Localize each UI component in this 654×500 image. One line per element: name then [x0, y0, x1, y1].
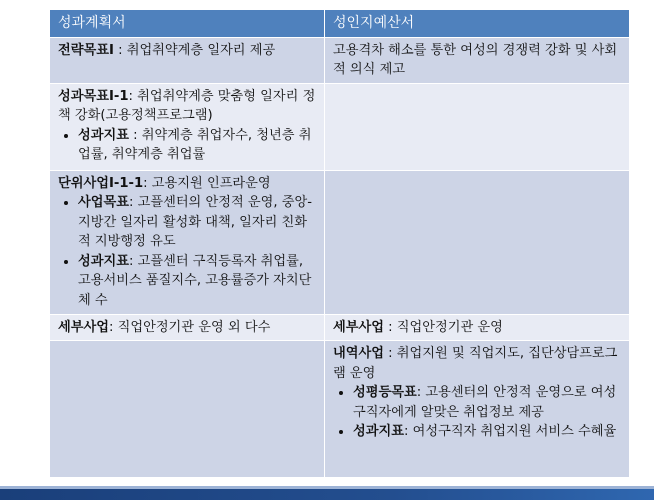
empty-cell [325, 83, 630, 170]
performance-goal-label: 성과목표I-1 [58, 88, 129, 104]
bullet-text: : 고플센터 구직등록자 취업률, 고용서비스 품질지수, 고용률증가 자치단체 수 [78, 253, 312, 308]
detail-project-text: : 직업안정기관 운영 외 다수 [108, 319, 271, 335]
table-header-row [50, 10, 630, 38]
bullet-text: : 고용센터의 안정적 운영으로 여성구직자에게 알맞은 취업정보 제공 [353, 385, 617, 420]
detail-project-cell [50, 314, 325, 341]
strategic-goal-text: : 취업취약계층 일자리 제공 [113, 42, 276, 58]
unit-project-label: 단위사업I-1-1 [58, 175, 144, 191]
gender-goal-text: 고용격차 해소를 통한 여성의 경쟁력 강화 및 사회적 의식 제고 [333, 42, 618, 77]
table-row [50, 314, 630, 341]
sub-project-bullets [333, 383, 622, 442]
unit-project-text: : 고용지원 인프라운영 [143, 175, 271, 191]
gender-goal-cell [325, 37, 630, 83]
unit-project-bullets [58, 193, 317, 310]
header-gender-budget: 성인지예산서 [325, 10, 630, 38]
list-item [353, 422, 622, 442]
bullet-label: 성과지표 [78, 127, 129, 143]
list-item [78, 193, 317, 252]
bullet-label: 성과지표 [353, 424, 404, 439]
empty-cell [50, 341, 325, 478]
empty-cell [325, 170, 630, 314]
sub-project-label: 내역사업 [333, 346, 384, 361]
gender-detail-project-label: 세부사업 [333, 319, 384, 335]
performance-goal-cell [50, 83, 325, 170]
table-row [50, 37, 630, 83]
list-item [78, 252, 317, 311]
strategic-goal-cell [50, 37, 325, 83]
header-performance-plan: 성과계획서 [50, 10, 325, 38]
table-row [50, 341, 630, 478]
sub-project-cell [325, 341, 630, 478]
bullet-label: 사업목표 [78, 195, 129, 210]
gender-detail-project-text: : 직업안정기관 운영 [383, 319, 503, 335]
comparison-table [49, 9, 630, 478]
bullet-text: : 여성구직자 취업지원 서비스 수혜율 [403, 424, 617, 439]
bullet-text: : 고플센터의 안정적 운영, 중앙-지방간 일자리 활성화 대책, 일자리 친화적 지방행정 유도 [78, 195, 312, 249]
bullet-label: 성과지표 [78, 253, 129, 269]
list-item [353, 383, 622, 422]
unit-project-cell [50, 170, 325, 314]
detail-project-label: 세부사업 [58, 319, 109, 335]
table-row [50, 170, 630, 314]
table-row [50, 83, 630, 170]
performance-goal-bullets [58, 126, 317, 165]
strategic-goal-label: 전략목표I [58, 42, 114, 58]
bullet-label: 성평등목표 [353, 385, 417, 400]
sub-project-text: : 취업지원 및 직업지도, 집단상담프로그램 운영 [333, 346, 618, 381]
bullet-text: : 취약계층 취업자수, 청년층 취업률, 취약계층 취업률 [78, 127, 312, 162]
performance-goal-text: : 취업취약계층 맞춤형 일자리 정책 강화(고용정책프로그램) [58, 88, 316, 123]
footer-bar [0, 489, 654, 500]
list-item [78, 126, 317, 165]
gender-detail-project-cell [325, 314, 630, 341]
